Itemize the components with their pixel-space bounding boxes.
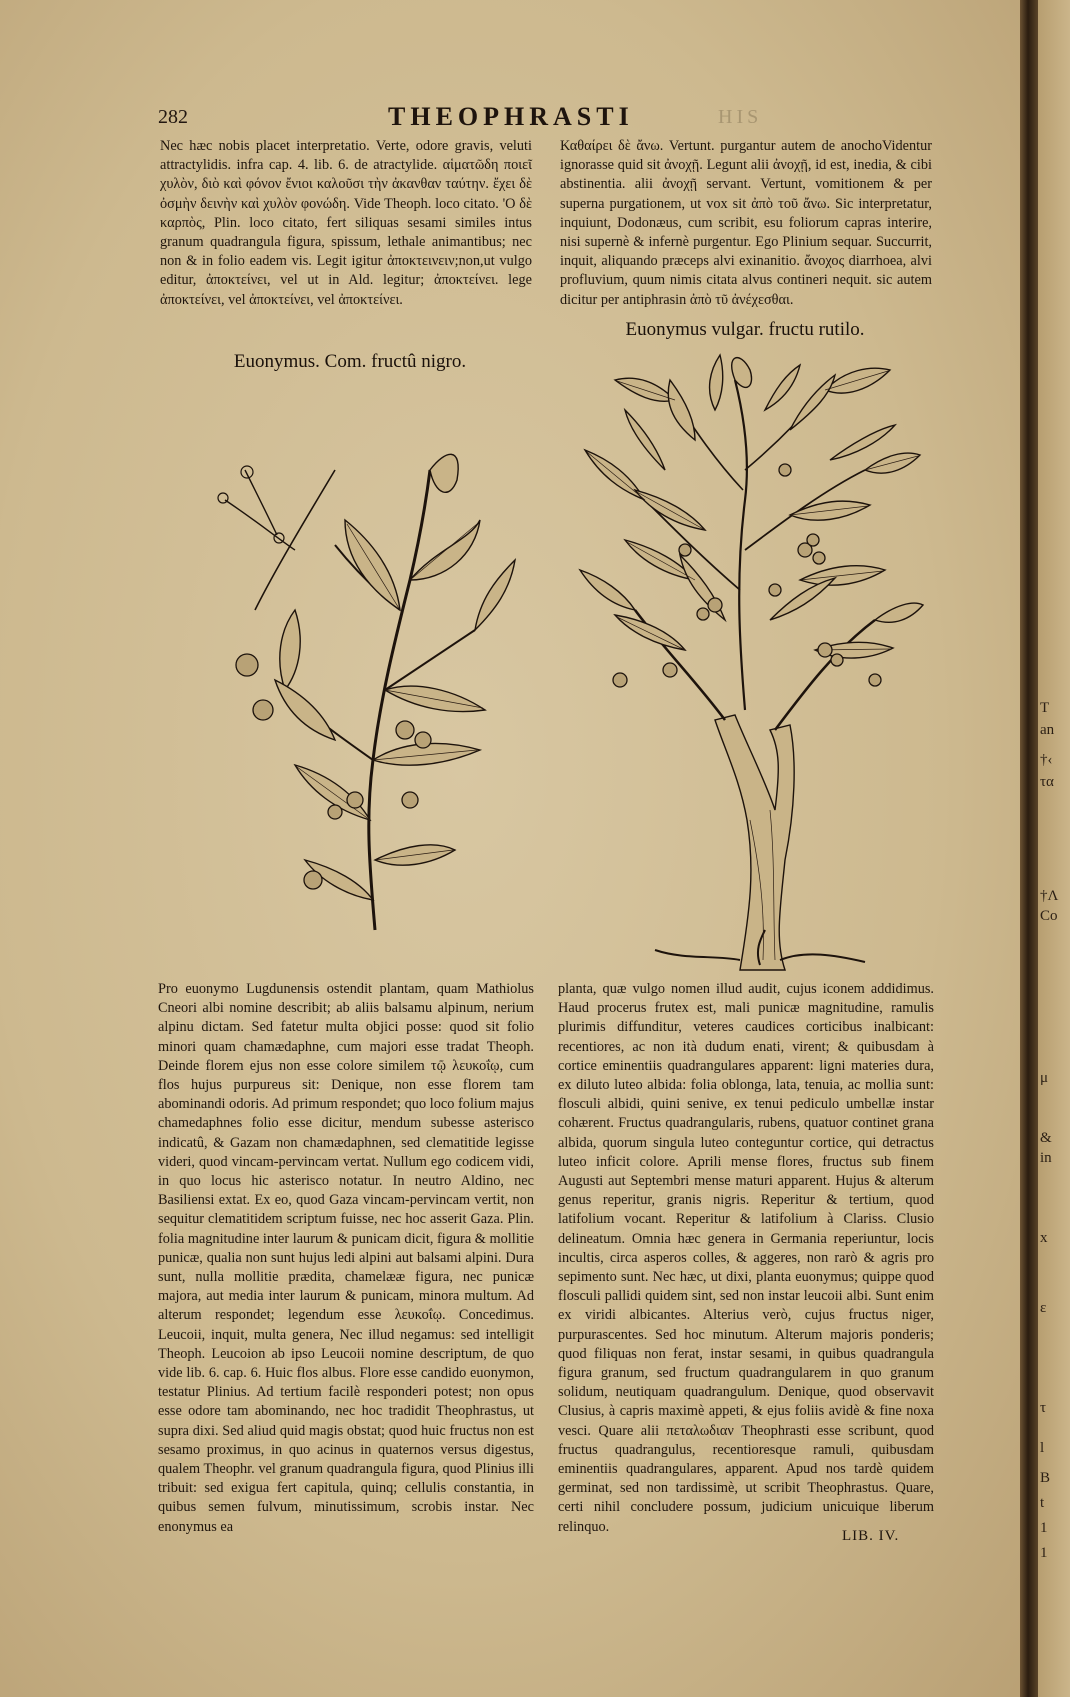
- facing-page-fragment: †Λ: [1040, 888, 1059, 904]
- facing-page-fragment: in: [1040, 1150, 1052, 1166]
- facing-page-fragment: t: [1040, 1495, 1045, 1511]
- right-top-paragraph: [560, 137, 932, 307]
- left-top-paragraph: [160, 137, 532, 307]
- left-bottom-paragraph: [158, 980, 534, 1535]
- catchword: LIB. IV.: [842, 1528, 900, 1544]
- page-number: 282: [158, 106, 188, 128]
- page-title: THEOPHRASTI: [388, 102, 634, 131]
- plant-flowers: [218, 466, 284, 543]
- facing-page-fragment: an: [1040, 722, 1055, 738]
- running-head: [158, 102, 938, 132]
- facing-page-fragment: 1: [1040, 1520, 1048, 1536]
- facing-page-fragment: μ: [1040, 1070, 1049, 1086]
- facing-page-fragment: τα: [1040, 774, 1054, 790]
- book-gutter: [1020, 0, 1038, 1697]
- right-bottom-text: planta, quæ vulgo nomen illud audit, cujus iconem addidimus. Haud procerus frutex est, mali punicæ magnitudine, ramulis plurimis diffunditur, veteres caudices corticibus inalbicant: recentiores, ac non ità dudum enati, virent; & quibusdam à cortice eminentiis quadrangulares apparent: ligni materies dura, ex diluto luteo albida: folia oblonga, lata, tenuia, ac mollia sunt: flosculi albidi, quini senive, ex tenui pediculo umbellæ instar cohærent. Fructus quadrangularis, rubens, quatuor continet grana albida, quorum singula luteo conteguntur cortice, qui detractus luteo inficit colore. Aprili mense flores, fructus sub finem Augusti aut Septembri mense maturi apparent. Hujus & alterum genus reperitur, granis nigris. Reperitur & tertium, quod latifolium vocant. Reperitur & latifolium à Clariss. Clusio delineatum. Omnia hæc genera in Germania reperiuntur, locis incultis, circa asperos colles, & aggeres, non rarò & agris pro sepimento sunt. Nec hæc, ut dixi, planta euonymus; quippe quod flosculi pallidi quidem sint, sed non instar leucoii albi. Sunt enim ex viridi albicantes. Alterius verò, cujus fructus niger, purpurascentes. Sed hoc minutum. Alterum majoris ponderis; quod filiquas non ferat, instar sesami, in quibus quadrangula figura granum, sed fructum quadrangularem in quo granum solidum, neutiquam quadrangulum. Denique, quod observavit Clusius, à capris maximè appeti, & ejus foliis avidè & fine noxa vesci. Quare alii πεταλωδιαν Theophrasti esse scribunt, quod fructus quadrangulus, recentioresque ramuli, quibusdam eminentiis quadrangulares, apparent. Apud nos tardè quidem germinat, sed non tardissimè, ut scribit Theophrastus. Quare, certi nihil concludere possum, judicium unicuique liberum relinquo.: [558, 981, 934, 1535]
- facing-page-fragment: Co: [1040, 908, 1058, 924]
- facing-page-fragment: l: [1040, 1440, 1045, 1456]
- right-top-text: Καθαίρει δὲ ἄνω. Vertunt. purgantur autem de anochoVidentur ignorasse quid sit ἀνοχῇ. Legunt alii ἀνοχῇ, id est, inedia, & cibi abstinentia. alii ἀνοχῇ servant. Vertunt, vomitionem & per superna purgationem, ut vox sit ἀπὸ τοῦ ἄνω. Sic interpretatur, inquiunt, Dodonæus, cum scribit, esu foliorum capras interire, nisi supernè & infernè purgentur. Ego Plinium sequar. Succurrit, inquit, aliquando præceps alvi exinanitio. ἄνοχος diarrhoea, alvi profluvium, quum nimis citata alvus contineri nequit. sic autem dicitur per antiphrasin ἀπὸ τῦ ἀνέχεσθαι.: [560, 138, 932, 308]
- facing-page-fragment: T: [1040, 700, 1050, 716]
- right-bottom-paragraph: [558, 980, 934, 1535]
- facing-page-fragment: B: [1040, 1470, 1051, 1486]
- facing-page-fragment: τ: [1040, 1400, 1047, 1416]
- facing-page-fragment: x: [1040, 1230, 1048, 1246]
- facing-page-fragment: †‹: [1040, 752, 1053, 768]
- left-bottom-text: Pro euonymo Lugdunensis ostendit plantam, quam Mathiolus Cneori albi nomine describit; ab aliis balsamu alpinum, nerium alpinu dictam. Sed fatetur multa objici posse: quod sit folio minori quam chamædaphne, cum majori esse tradat Theoph. Deinde florem ejus non esse colore similem τῷ λευκοΐῳ, cum flos hujus purpureus sit: Denique, non esse florem tam abominandi odoris. Ad primum respondet; quo loco folium majus chamedaphnes folio esse dicitur, mendum subesse asterisco indicatû, & Gazam non chamædaphnen, sed clematitide legisse videri, quod vincam-pervincam vertat. Nullum ego codicem vidi, in quo locus hic asterisco notatur. In neutro Aldino, nec Basiliensi extat. Ex eo, quod Gaza vincam-pervincam vertit, non sequitur clematitidem scriptum fuisse, nec hoc asserit Gaza. Plin. folia magnitudine inter laurum & punicam dicit, figura & mollitie punicæ, qualia non sunt hujus ledi alpini aut balsami alpini. Dura sunt, nulla mollitie prædita, chamelææ figura, nec punicæ majora, aut media inter laurum & punicam, minora multum. Ad alterum respondet; legendum esse λευκοΐῳ. Concedimus. Leucoii, inquit, multa genera, Nec illud negamus: sed intelligit Theoph. Leucoion ab ipso Leucoii nomine descriptum, de quo vide lib. 6. cap. 6. Huic flos albus. Flore esse candido euonymon, testatur Plinius. Ad tertium facilè responderi potest; non opus esse odore tam abominando, nec hoc tradidit Theophrastus, ut supra dixi. Sed aliud quid magis obstat; quod huic fructus non est sesamo proximus, in quo acinus in quaternos versus digestus, qualem Theophr. vel granum quadrangula figura, quod Plinius illi tribuit: sed exigua fert capitula, quinq; cellulis constantia, in quibus semen fulvum, minutissimum, scrobis instar. Nec enonymus ea: [158, 981, 534, 1535]
- facing-page-fragment: ε: [1040, 1300, 1047, 1316]
- left-figure-caption: Euonymus. Com. fructû nigro.: [233, 351, 467, 372]
- euonymus-black-fruit-woodcut: [195, 440, 525, 940]
- plant-leaves: [275, 454, 515, 900]
- facing-page-fragment: 1: [1040, 1545, 1048, 1561]
- show-through-title: HIS: [718, 106, 763, 128]
- tree-trunk: [655, 715, 865, 970]
- tree-foliage: [580, 355, 923, 658]
- right-figure-caption: Euonymus vulgar. fructu rutilo.: [625, 319, 865, 340]
- euonymus-red-fruit-woodcut: [575, 350, 925, 970]
- facing-page-edge: [1038, 0, 1070, 1697]
- facing-page-fragment: &: [1040, 1130, 1052, 1146]
- left-top-text: Nec hæc nobis placet interpretatio. Verte, odore gravis, veluti attractylidis. infra cap. 4. lib. 6. de atractylide. αἱματῶδη ποιεῖ χυλὸν, διὸ καὶ φόνον ἔνιοι καλοῦσι τὴν ἀκανθαν ταύτην. ἔχει δὲ ὀσμὴν δεινὴν καὶ χυλὸν φονώδη. Vide Theoph. loco citato. 'Ο δὲ καρπὸς, Plin. loco citato, fert siliquas sesami similes intus granum quadrangula figura, spissum, lethale animantibus; nec non & in folio eadem vis. Legit igitur ἀποκτεινειν;non,ut vulgo editur, ἀποκτείνει, vel ut in Ald. legitur; ἀποκτείνει. lege ἀποκτείνει, vel ἀποκτείνει, vel ἀποκτείνει.: [160, 138, 532, 308]
